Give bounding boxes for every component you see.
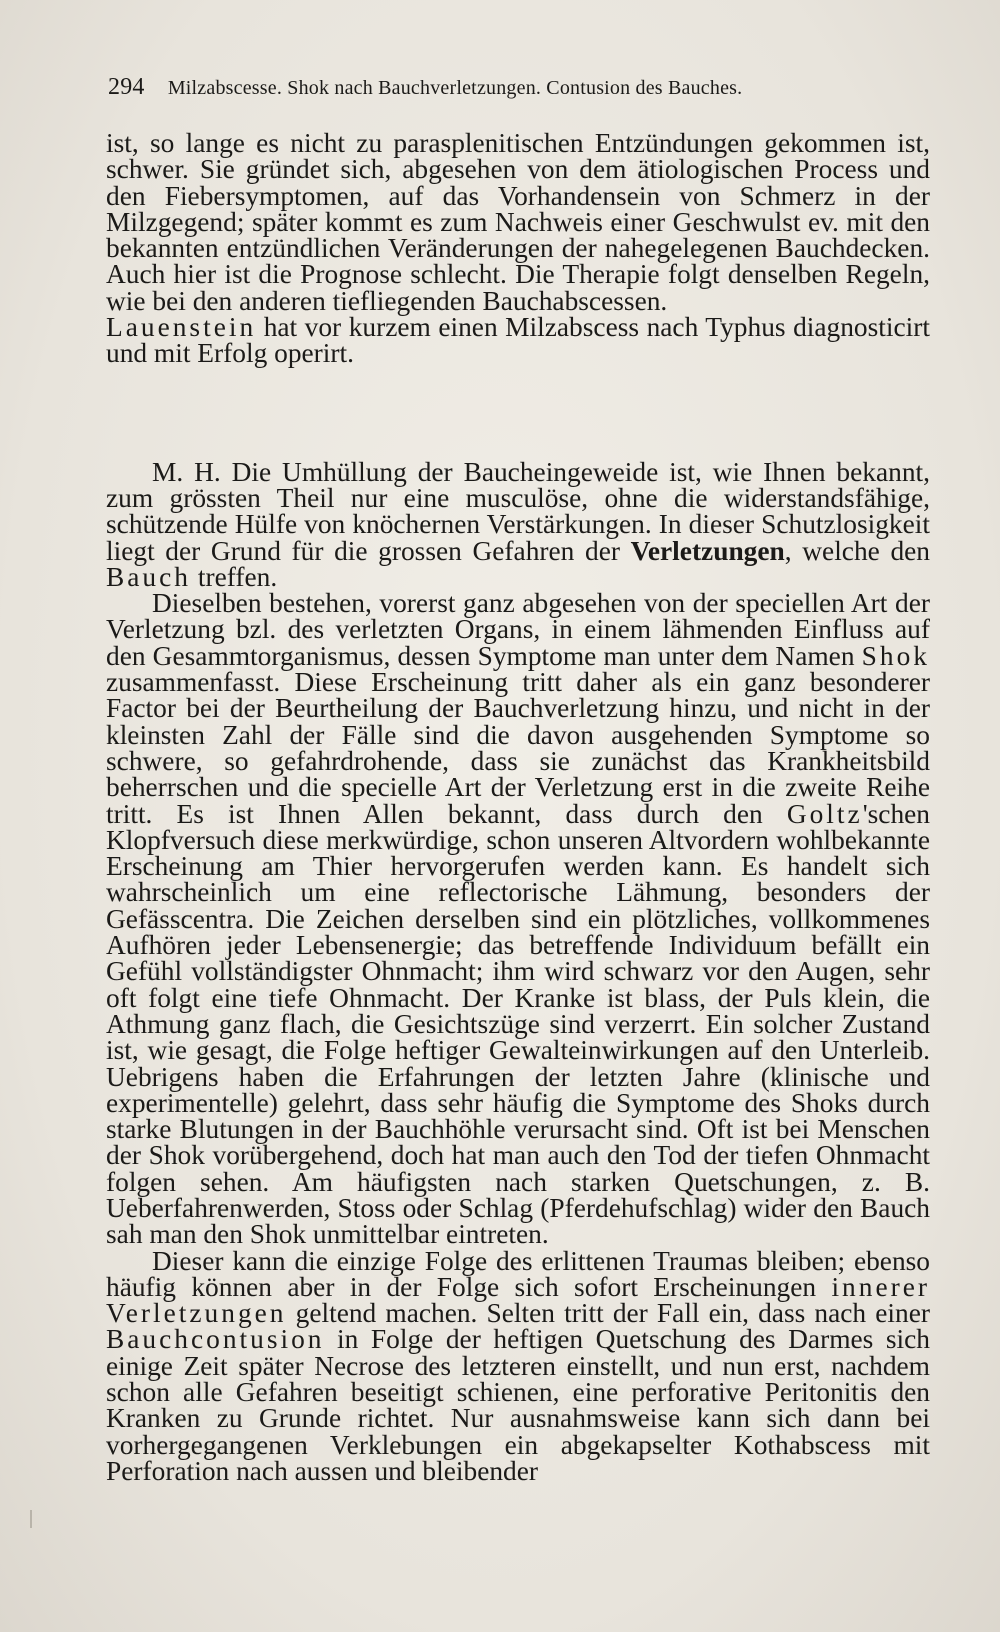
paragraph-shok bbox=[106, 588, 930, 1250]
paragraph-text: zusammenfasst. Diese Erscheinung tritt daher als ein ganz besonderer Factor bei der Beurtheilung der Bauchverletzung hinzu, und nicht in der kleinsten Zahl der Fälle sind die davon ausgehenden Symptome so schwere, so gefahrdrohende, dass sie zunächst das Krankheitsbild beherrschen und die specielle Art der Verletzung erst in die zweite Reihe tritt. Es ist Ihnen Allen bekannt, dass durch den bbox=[106, 667, 930, 829]
paragraph-milzabscess bbox=[106, 130, 930, 367]
paragraph-text: hat vor kurzem einen Milzabscess nach Typhus diagnosticirt und mit Erfolg operirt. bbox=[106, 312, 930, 369]
bold-term: Verletzungen bbox=[630, 535, 785, 566]
paragraph-contusion bbox=[106, 1245, 930, 1486]
paragraph-text: 'schen Klopfversuch diese merkwürdige, schon unseren Altvordern wohlbekannte Erscheinung am Thier hervorgerufen werden kann. Es handelt sich wahrscheinlich um eine reflectorische Lähmung, besonders der Gefässcentra. Die Zeichen derselben sind ein plötzliches, vollkommenes Aufhören jeder Lebensenergie; das betreffende Individuum befällt ein Gefühl vollständigster Ohnmacht; ihm wird schwarz vor den Augen, sehr oft folgt eine tiefe Ohnmacht. Der Kranke ist blass, der Puls klein, die Athmung ganz flach, die Gesichtszüge sind verzerrt. Ein solcher Zustand ist, wie gesagt, die Folge heftiger Gewalteinwirkungen auf den Unterleib. Uebrigens haben die Erfahrungen der letzten Jahre (klinische und experimentelle) gelehrt, dass sehr häufig die Symptome des Shoks durch starke Blutungen in der Bauchhöhle verursacht sind. Oft ist bei Menschen der Shok vorübergehend, doch hat man auch den Tod der tiefen Ohnmacht folgen sehen. Am häufigsten nach starken Quetschungen, z. B. Ueberfahrenwerden, Stoss oder Schlag (Pferdehufschlag) wider den Bauch sah man den Shok unmittelbar eintreten. bbox=[106, 798, 930, 1250]
paragraph-text: , welche den bbox=[784, 535, 930, 566]
running-header bbox=[108, 74, 878, 101]
spaced-term: Bauch bbox=[106, 561, 191, 592]
body-text bbox=[106, 130, 930, 1484]
spaced-name: Lauenstein bbox=[106, 312, 257, 343]
paragraph-text: geltend machen. Selten tritt der Fall ein, dass nach einer bbox=[286, 1298, 930, 1329]
running-title: Milzabscesse. Shok nach Bauchverletzungen. Contusion des Bauches. bbox=[167, 77, 743, 99]
spaced-term: Bauchcontusion bbox=[106, 1324, 325, 1355]
paragraph-text: in Folge der heftigen Quetschung des Darmes sich einige Zeit später Necrose des letzteren einstellt, und nun erst, nachdem schon alle Gefahren beseitigt schienen, eine perforative Peritonitis den Kranken zu Grunde richtet. Nur ausnahmsweise kann sich dann bei vorhergegangenen Verklebungen ein abgekapselter Kothabscess mit Perforation nach aussen und bleibender bbox=[106, 1324, 930, 1486]
spaced-name: Goltz bbox=[786, 798, 863, 829]
paragraph-text: ist, so lange es nicht zu parasplenitischen Entzündungen gekommen ist, schwer. Sie gründet sich, abgesehen von dem ätiologischen Process und den Fiebersymptomen, auf das Vorhandensein von Schmerz in der Milzgegend; später kommt es zum Nachweis einer Geschwulst ev. mit den bekannten entzündlichen Veränderungen der nahegelegenen Bauchdecken. Auch hier ist die Prognose schlecht. Die Therapie folgt denselben Regeln, wie bei den anderen tiefliegenden Bauchabscessen. bbox=[106, 128, 930, 316]
page-number: 294 bbox=[108, 74, 145, 100]
spaced-term: innerer Verletzungen bbox=[106, 1271, 930, 1329]
paragraph-intro bbox=[106, 456, 930, 592]
paragraph-text: Dieser kann die einzige Folge des erlittenen Traumas bleiben; ebenso häufig können aber in der Folge sich sofort Erscheinungen bbox=[106, 1245, 930, 1302]
spaced-term: Shok bbox=[861, 640, 930, 671]
paragraph-text: treffen. bbox=[190, 561, 278, 592]
margin-mark bbox=[30, 1510, 32, 1528]
paragraph-text: M. H. Die Umhüllung der Baucheingeweide ist, wie Ihnen bekannt, zum grössten Theil nur eine musculöse, ohne die widerstandsfähige, schützende Hülfe von knöchernen Verstärkungen. In dieser Schutzlosigkeit liegt der Grund für die grossen Gefahren der bbox=[106, 456, 930, 566]
paragraph-text: Dieselben bestehen, vorerst ganz abgesehen von der speciellen Art der Verletzung bzl. des verletzten Organs, in einem lähmenden Einfluss auf den Gesammtorganismus, dessen Symptome man unter dem Namen bbox=[106, 588, 930, 671]
